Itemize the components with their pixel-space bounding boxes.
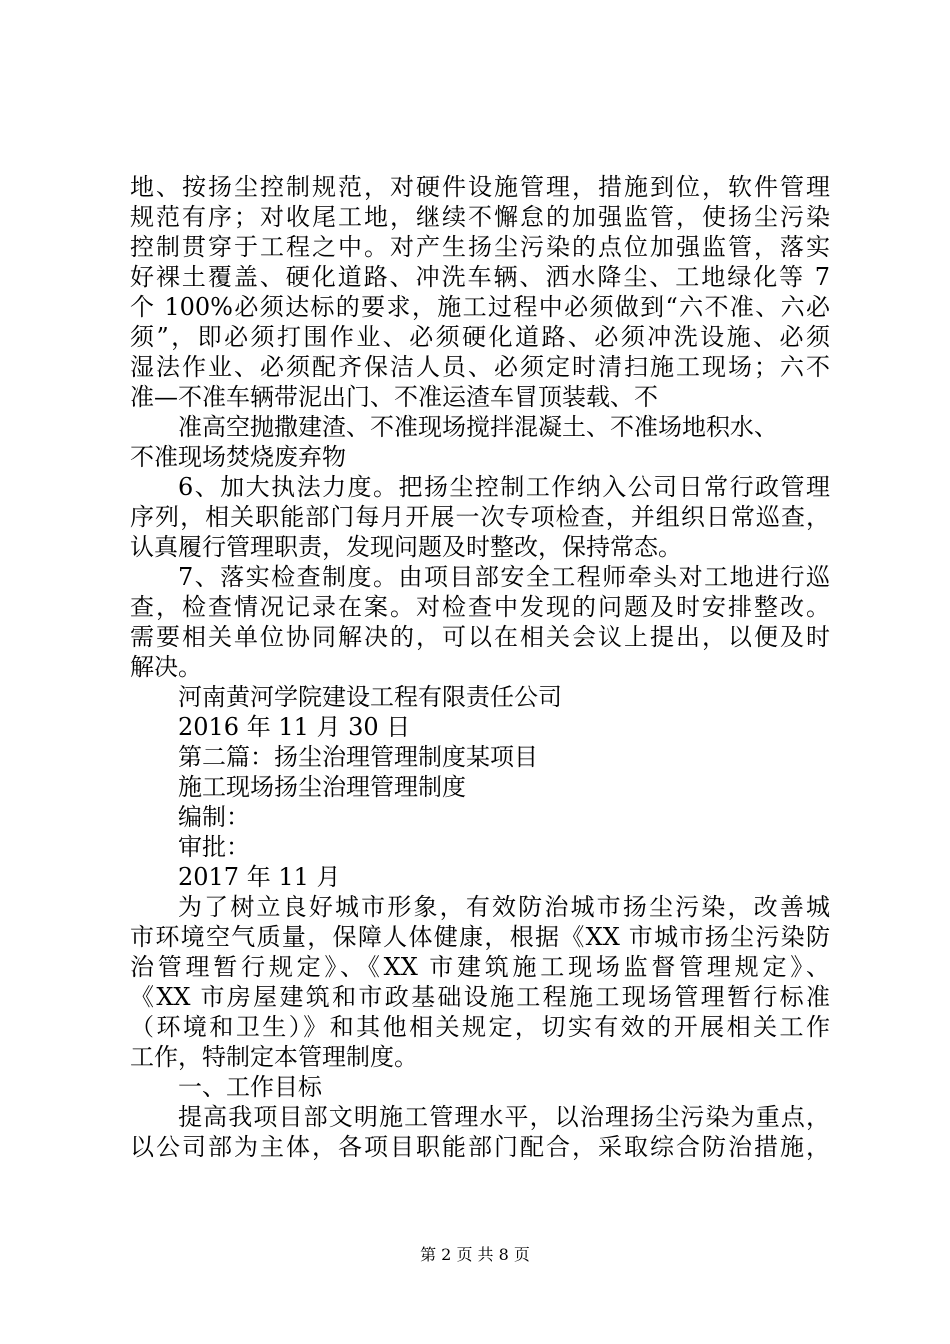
text-line: 查，检查情况记录在案。对检查中发现的问题及时安排整改。 <box>130 593 830 621</box>
text-line: 为了树立良好城市形象，有效防治城市扬尘污染，改善城 <box>178 893 830 921</box>
text-line: 治管理暂行规定》、《XX 市建筑施工现场监督管理规定》、 <box>130 953 830 981</box>
text-line: 7、落实检查制度。由项目部安全工程师牵头对工地进行巡 <box>178 563 830 591</box>
text-line: 提高我项目部文明施工管理水平，以治理扬尘污染为重点， <box>178 1103 830 1131</box>
text-line: 规范有序；对收尾工地，继续不懈怠的加强监管，使扬尘污染 <box>130 203 830 231</box>
text-line: 编制： <box>178 803 250 831</box>
text-line: 工作，特制定本管理制度。 <box>130 1043 418 1071</box>
text-line: 准高空抛撒建渣、不准现场搅拌混凝土、不准场地积水、 <box>178 413 778 441</box>
text-line: （环境和卫生）》和其他相关规定，切实有效的开展相关工作 <box>130 1013 830 1041</box>
text-line: 需要相关单位协同解决的，可以在相关会议上提出，以便及时 <box>130 623 830 651</box>
text-line: 不准现场焚烧废弃物 <box>130 443 346 471</box>
text-line: 河南黄河学院建设工程有限责任公司 <box>178 683 562 711</box>
text-line: 准—不准车辆带泥出门、不准运渣车冒顶装载、不 <box>130 383 658 411</box>
text-line: 好裸土覆盖、硬化道路、冲洗车辆、洒水降尘、工地绿化等 7 <box>130 263 830 291</box>
text-line: 地、按扬尘控制规范，对硬件设施管理，措施到位，软件管理 <box>130 173 830 201</box>
text-line: 以公司部为主体，各项目职能部门配合，采取综合防治措施， <box>130 1133 830 1161</box>
text-line: 认真履行管理职责，发现问题及时整改，保持常态。 <box>130 533 682 561</box>
text-line: 2016 年 11 月 30 日 <box>178 713 411 741</box>
text-line: 解决。 <box>130 653 202 681</box>
page-footer: 第 2 页 共 8 页 <box>420 1245 530 1264</box>
text-line: 市环境空气质量，保障人体健康，根据《XX 市城市扬尘污染防 <box>130 923 830 951</box>
text-line: 审批： <box>178 833 250 861</box>
text-line: 《XX 市房屋建筑和市政基础设施工程施工现场管理暂行标准 <box>130 983 830 1011</box>
text-line: 第二篇：扬尘治理管理制度某项目 <box>178 743 538 771</box>
text-line: 施工现场扬尘治理管理制度 <box>178 773 466 801</box>
text-line: 湿法作业、必须配齐保洁人员、必须定时清扫施工现场；六不 <box>130 353 830 381</box>
text-line: 2017 年 11 月 <box>178 863 341 891</box>
document-body <box>130 172 830 1162</box>
text-line: 序列，相关职能部门每月开展一次专项检查，并组织日常巡查， <box>130 503 830 531</box>
text-line: 个 100%必须达标的要求，施工过程中必须做到“六不准、六必 <box>130 293 830 321</box>
text-line: 一、工作目标 <box>178 1073 322 1101</box>
text-line: 须”，即必须打围作业、必须硬化道路、必须冲洗设施、必须 <box>130 323 830 351</box>
text-line: 控制贯穿于工程之中。对产生扬尘污染的点位加强监管，落实 <box>130 233 830 261</box>
text-line: 6、加大执法力度。把扬尘控制工作纳入公司日常行政管理 <box>178 473 830 501</box>
